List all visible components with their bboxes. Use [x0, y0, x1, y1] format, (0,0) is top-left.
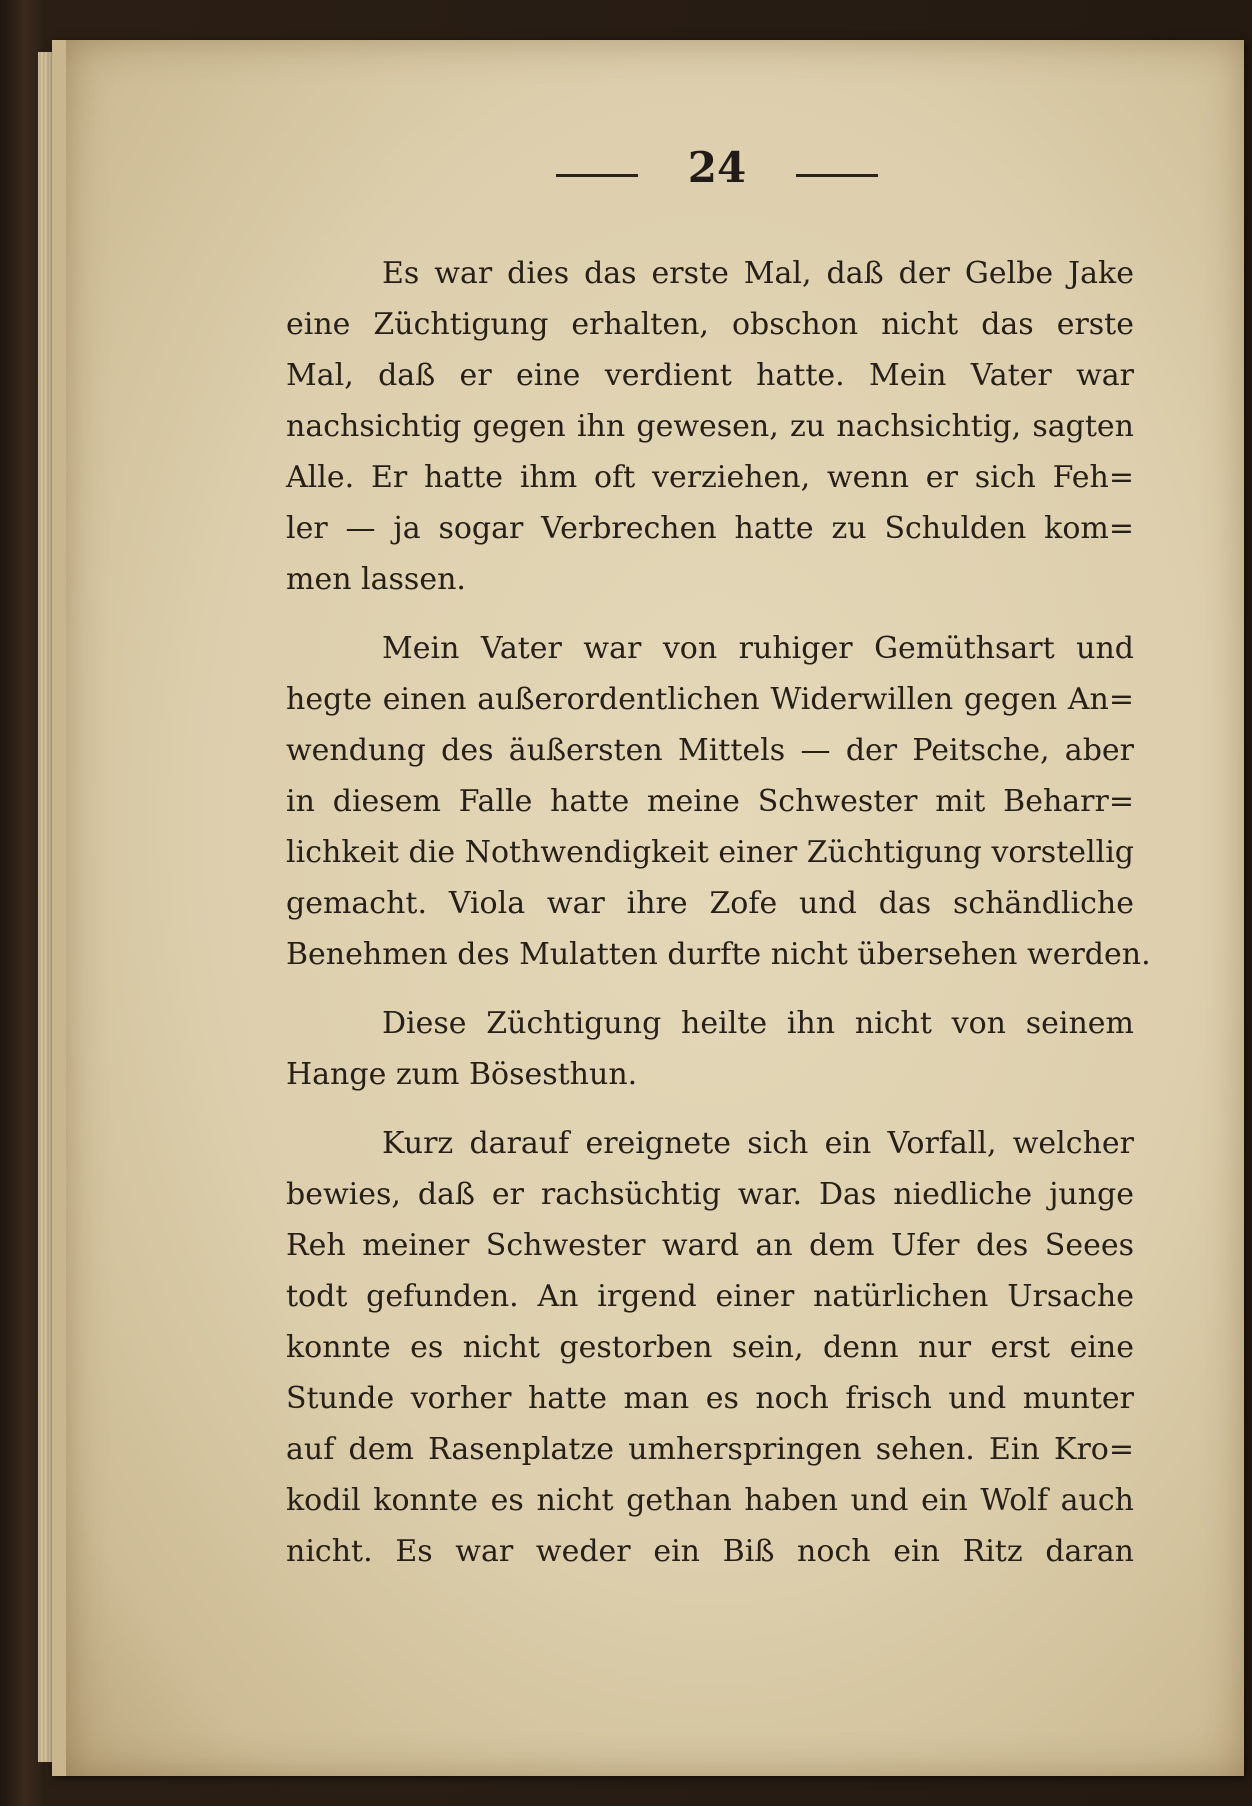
- text-line: todt gefunden. An irgend einer natürlichen Ursache: [286, 1279, 1134, 1314]
- text-line: Stunde vorher hatte man es noch frisch und munter: [286, 1381, 1134, 1416]
- text-line: nachsichtig gegen ihn gewesen, zu nachsichtig, sagten: [286, 409, 1134, 444]
- text-line: auf dem Rasenplatze umherspringen sehen. Ein Kro=: [286, 1432, 1134, 1467]
- text-line: men lassen.: [286, 562, 466, 597]
- header-rule-left: [556, 174, 638, 177]
- paragraph-gap: [286, 1100, 1134, 1118]
- text-line: ler — ja sogar Verbrechen hatte zu Schulden kom=: [286, 511, 1134, 546]
- page-number: 24: [687, 143, 747, 192]
- paragraph-gap: [286, 605, 1134, 623]
- text-line: in diesem Falle hatte meine Schwester mit Beharr=: [286, 784, 1134, 819]
- text-line: Alle. Er hatte ihm oft verziehen, wenn er sich Feh=: [286, 460, 1134, 495]
- text-line: Hange zum Bösesthun.: [286, 1057, 638, 1092]
- text-line: Benehmen des Mulatten durfte nicht übersehen werden.: [286, 937, 1151, 972]
- text-line: Mein Vater war von ruhiger Gemüthsart und: [382, 631, 1134, 666]
- text-line: hegte einen außerordentlichen Widerwillen gegen An=: [286, 682, 1134, 717]
- text-line: lichkeit die Nothwendigkeit einer Züchtigung vorstellig: [286, 835, 1134, 870]
- header-rule-right: [796, 174, 878, 177]
- text-line: konnte es nicht gestorben sein, denn nur erst eine: [286, 1330, 1134, 1365]
- text-line: Reh meiner Schwester ward an dem Ufer des Seees: [286, 1228, 1134, 1263]
- text-line: Es war dies das erste Mal, daß der Gelbe Jake: [382, 256, 1134, 291]
- text-line: bewies, daß er rachsüchtig war. Das niedliche junge: [286, 1177, 1134, 1212]
- page-header: [0, 138, 1252, 208]
- text-line: eine Züchtigung erhalten, obschon nicht das erste: [286, 307, 1134, 342]
- text-line: kodil konnte es nicht gethan haben und ein Wolf auch: [286, 1483, 1134, 1518]
- text-line: gemacht. Viola war ihre Zofe und das schändliche: [286, 886, 1134, 921]
- text-line: Diese Züchtigung heilte ihn nicht von seinem: [382, 1006, 1134, 1041]
- paragraph-gap: [286, 980, 1134, 998]
- text-line: Kurz darauf ereignete sich ein Vorfall, welcher: [382, 1126, 1134, 1161]
- text-line: Mal, daß er eine verdient hatte. Mein Vater war: [286, 358, 1134, 393]
- body-text: [286, 248, 1151, 1577]
- text-line: nicht. Es war weder ein Biß noch ein Ritz daran: [286, 1534, 1134, 1569]
- text-line: wendung des äußersten Mittels — der Peitsche, aber: [286, 733, 1134, 768]
